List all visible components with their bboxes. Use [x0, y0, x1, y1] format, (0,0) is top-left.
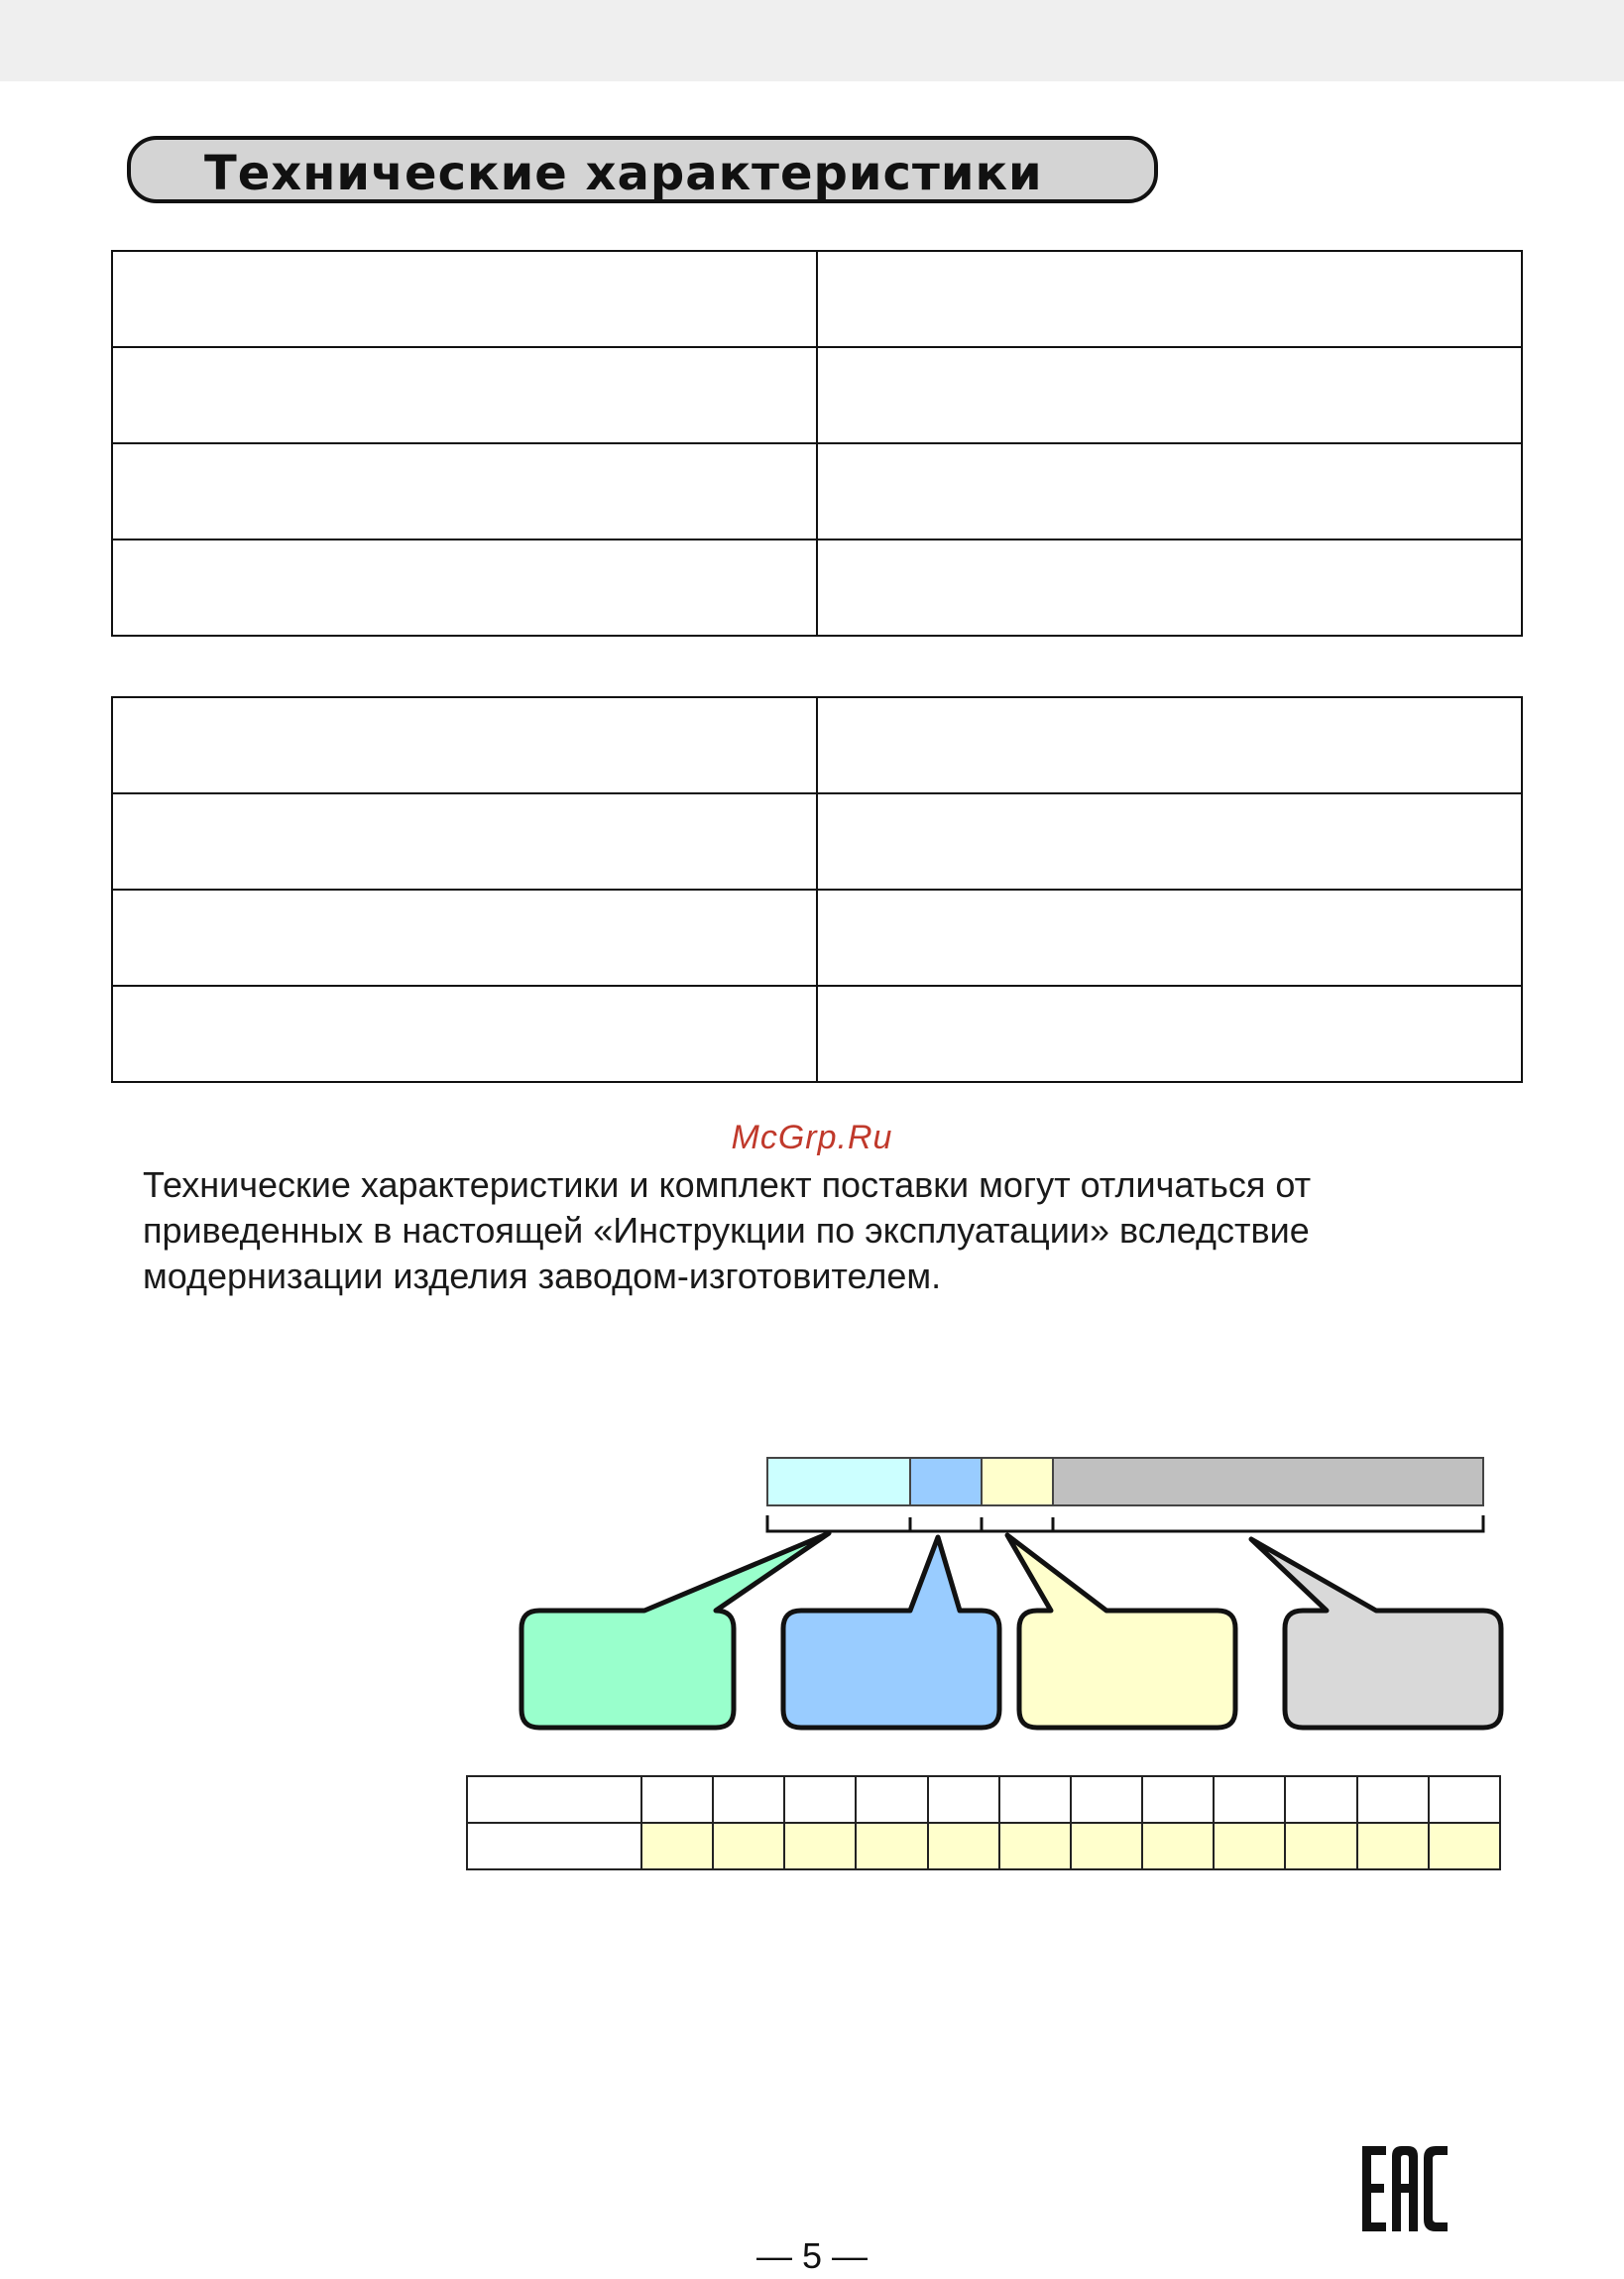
grid-cell	[928, 1776, 999, 1823]
table-row	[112, 986, 1522, 1082]
table-row	[112, 347, 1522, 443]
table-cell	[817, 793, 1522, 890]
section-title-banner	[127, 136, 1158, 203]
grid-cell	[1357, 1776, 1429, 1823]
note-line: Технические характеристики и комплект поставки могут отличаться от	[143, 1164, 1312, 1205]
table-cell	[817, 251, 1522, 347]
grid-cell	[713, 1823, 784, 1869]
code-segment-3	[982, 1458, 1053, 1505]
table-cell	[817, 986, 1522, 1082]
table-cell	[112, 443, 817, 540]
grid-cell	[1071, 1776, 1142, 1823]
grid-cell	[856, 1823, 927, 1869]
note-line: приведенных в настоящей «Инструкции по эксплуатации» вследствие	[143, 1210, 1310, 1251]
table-cell	[112, 986, 817, 1082]
section-title: Технические характеристики	[204, 146, 1043, 201]
table-row	[112, 443, 1522, 540]
spec-table-1	[111, 250, 1523, 637]
grid-cell	[1214, 1776, 1285, 1823]
grid-cell	[641, 1776, 713, 1823]
callout-bubble-1	[522, 1533, 829, 1728]
grid-label-cell	[467, 1823, 641, 1869]
callout-bubble-2	[783, 1537, 999, 1728]
table-cell	[817, 443, 1522, 540]
watermark-link[interactable]: McGrp.Ru	[731, 1119, 893, 1156]
code-segment-1	[767, 1458, 910, 1505]
grid-cell	[1429, 1776, 1500, 1823]
code-grid-row	[467, 1823, 1500, 1869]
eac-mark-icon	[1362, 2146, 1448, 2231]
note-line: модернизации изделия заводом-изготовителем.	[143, 1256, 942, 1296]
table-cell	[112, 251, 817, 347]
grid-cell	[784, 1776, 856, 1823]
table-row	[112, 251, 1522, 347]
table-cell	[817, 890, 1522, 986]
table-cell	[112, 347, 817, 443]
table-row	[112, 540, 1522, 636]
grid-cell	[1285, 1776, 1356, 1823]
spec-table-2	[111, 696, 1523, 1083]
code-grid-row	[467, 1776, 1500, 1823]
grid-cell	[1214, 1823, 1285, 1869]
grid-cell	[1142, 1776, 1214, 1823]
callout-bubble-4	[1251, 1539, 1501, 1728]
grid-cell	[999, 1823, 1071, 1869]
table-row	[112, 890, 1522, 986]
grid-cell	[1142, 1823, 1214, 1869]
table-cell	[112, 890, 817, 986]
code-grid-table	[466, 1775, 1501, 1870]
table-cell	[112, 697, 817, 793]
grid-cell	[999, 1776, 1071, 1823]
grid-cell	[1429, 1823, 1500, 1869]
table-cell	[112, 793, 817, 890]
top-bar	[0, 0, 1624, 81]
table-cell	[817, 697, 1522, 793]
code-segment-2	[910, 1458, 982, 1505]
grid-cell	[1285, 1823, 1356, 1869]
table-cell	[817, 540, 1522, 636]
grid-cell	[784, 1823, 856, 1869]
grid-cell	[1357, 1823, 1429, 1869]
callout-bubble-3	[1007, 1535, 1235, 1728]
table-cell	[817, 347, 1522, 443]
grid-label-cell	[467, 1776, 641, 1823]
grid-cell	[856, 1776, 927, 1823]
grid-cell	[641, 1823, 713, 1869]
table-row	[112, 793, 1522, 890]
disclaimer-note	[143, 1162, 1511, 1299]
grid-cell	[1071, 1823, 1142, 1869]
code-segment-4	[1053, 1458, 1483, 1505]
page-number: — 5 —	[755, 2235, 869, 2276]
grid-cell	[713, 1776, 784, 1823]
segment-brackets	[767, 1515, 1483, 1531]
table-cell	[112, 540, 817, 636]
table-row	[112, 697, 1522, 793]
grid-cell	[928, 1823, 999, 1869]
